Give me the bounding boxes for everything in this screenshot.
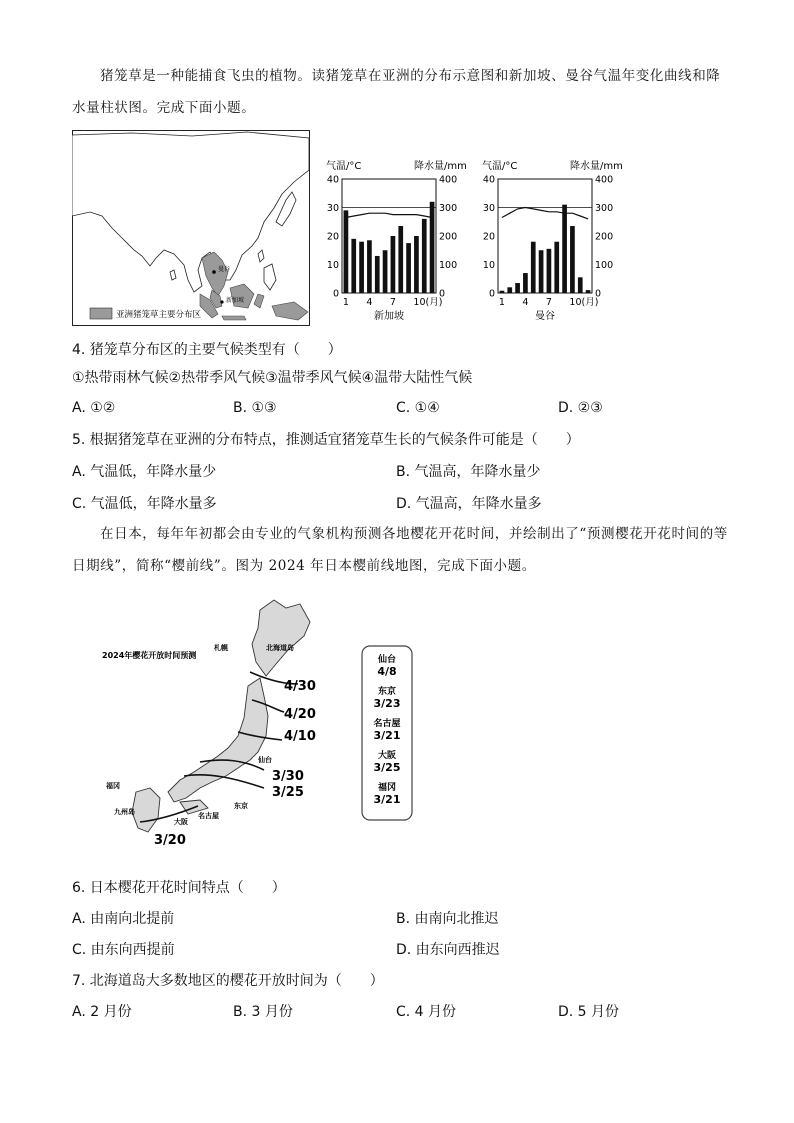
right-tick-label: 300 [439, 203, 458, 214]
right-tick-label: 200 [439, 231, 458, 243]
chart-title: 新加坡 [374, 311, 404, 322]
city-tokyo: 东京 [234, 802, 248, 810]
left-tick-label: 30 [482, 203, 495, 214]
honshu-island [168, 678, 268, 802]
legend-date: 4/8 [377, 665, 397, 678]
legend-city: 仙台 [377, 655, 397, 665]
city-sapporo: 札幌 [214, 644, 228, 652]
precip-bar-4 [523, 273, 528, 293]
q6-option-c[interactable]: C. 由东向西提前 [72, 942, 175, 958]
singapore-label: 新加坡 [226, 297, 245, 304]
ylabel-left: 气温/°C [482, 161, 518, 172]
bangkok-climate-chart [474, 155, 634, 330]
x-tick-label: 10(月) [413, 297, 443, 308]
precip-bar-11 [578, 277, 583, 293]
left-tick-label: 40 [326, 174, 339, 186]
q4-option-d[interactable]: D. ②③ [558, 400, 603, 416]
q5-option-d[interactable]: D. 气温高，年降水量多 [396, 496, 542, 512]
precip-bar-6 [383, 250, 388, 293]
island-hokkaido: 北海道岛 [266, 644, 294, 652]
singapore-marker [220, 300, 223, 303]
plot-frame [342, 179, 436, 293]
precip-bar-2 [351, 239, 356, 293]
q6-option-b[interactable]: B. 由南向北推迟 [396, 911, 499, 927]
left-tick-label: 30 [326, 203, 339, 214]
legend-label: 亚洲猪笼草主要分布区 [116, 310, 202, 320]
precip-bar-7 [547, 249, 552, 293]
isoline-label-4-10: 4/10 [284, 729, 316, 744]
left-tick-label: 20 [482, 231, 495, 243]
asia-distribution-map [72, 130, 310, 326]
legend-date: 3/21 [373, 793, 401, 806]
precip-bar-2 [507, 287, 512, 293]
precip-bar-1 [500, 291, 505, 293]
q7-option-b[interactable]: B. 3 月份 [233, 1004, 293, 1020]
x-tick-label: 7 [389, 297, 396, 308]
precip-bar-4 [367, 240, 372, 293]
precip-bar-6 [539, 250, 544, 293]
isoline-label-3-30: 3/30 [272, 769, 304, 784]
hokkaido-island [252, 600, 310, 676]
ylabel-left: 气温/°C [326, 161, 362, 172]
passage1-line2: 水量柱状图。完成下面小题。 [72, 100, 256, 116]
isoline-label-4-30: 4/30 [284, 679, 316, 694]
left-tick-label: 40 [482, 174, 495, 186]
q5-option-a[interactable]: A. 气温低，年降水量少 [72, 464, 217, 480]
q4-option-a[interactable]: A. ①② [72, 400, 116, 416]
precip-bar-5 [375, 256, 380, 293]
precip-bar-7 [391, 236, 396, 293]
precip-bar-8 [398, 226, 403, 293]
right-tick-label: 400 [439, 174, 458, 186]
x-tick-label: 7 [545, 297, 552, 308]
singapore-climate-chart [318, 155, 470, 330]
city-osaka: 大阪 [174, 818, 188, 826]
legend-city: 福冈 [377, 783, 397, 793]
left-tick-label: 0 [488, 288, 495, 300]
bangkok-label: 曼谷 [218, 266, 231, 273]
precip-bar-10 [414, 236, 419, 293]
passage2-line1: 在日本，每年年初都会由专业的气象机构预测各地樱花开花时间，并绘制出了“预测樱花开花时间的等 [100, 526, 728, 542]
right-tick-label: 0 [439, 288, 446, 300]
right-tick-label: 200 [595, 231, 614, 243]
precip-bar-9 [406, 243, 411, 293]
japan-sakura-map [88, 592, 420, 864]
x-tick-label: 1 [498, 297, 505, 308]
q7-option-d[interactable]: D. 5 月份 [558, 1004, 620, 1020]
precip-bar-5 [531, 242, 536, 293]
legend-date: 3/25 [373, 761, 401, 774]
city-nagoya: 名古屋 [198, 812, 219, 820]
legend-swatch [90, 308, 112, 319]
map-title: 2024年樱花开放时间预测 [102, 651, 197, 660]
passage2-line2: 日期线”，简称“樱前线”。图为 2024 年日本樱前线地图，完成下面小题。 [72, 558, 536, 574]
precip-bar-1 [344, 210, 349, 293]
precip-bar-8 [554, 242, 559, 293]
legend-city: 东京 [377, 687, 397, 697]
left-tick-label: 0 [332, 288, 339, 300]
right-tick-label: 400 [595, 174, 614, 186]
legend-city: 大阪 [377, 751, 397, 761]
bangkok-marker [212, 270, 216, 274]
precip-bar-10 [570, 226, 575, 293]
q5-option-c[interactable]: C. 气温低，年降水量多 [72, 496, 217, 512]
x-tick-label: 1 [342, 297, 349, 308]
right-tick-label: 300 [595, 203, 614, 214]
q5-stem: 5. 根据猪笼草在亚洲的分布特点，推测适宜猪笼草生长的气候条件可能是（ ） [72, 432, 580, 448]
legend-city: 名古屋 [373, 719, 401, 729]
right-tick-label: 100 [439, 260, 458, 271]
q4-stem: 4. 猪笼草分布区的主要气候类型有（ ） [72, 342, 342, 358]
q6-stem: 6. 日本樱花开花时间特点（ ） [72, 880, 286, 896]
city-fukuoka: 福冈 [106, 782, 120, 790]
island-kyushu: 九州岛 [114, 808, 135, 816]
legend-date: 3/23 [373, 697, 401, 710]
isoline-label-4-20: 4/20 [284, 707, 316, 722]
precip-bar-9 [562, 205, 567, 293]
left-tick-label: 10 [326, 260, 339, 271]
precip-bar-11 [422, 219, 427, 293]
x-tick-label: 10(月) [569, 297, 599, 308]
q5-option-b[interactable]: B. 气温高，年降水量少 [396, 464, 541, 480]
distribution-region-java [222, 316, 246, 320]
q4-items: ①热带雨林气候②热带季风气候③温带季风气候④温带大陆性气候 [72, 370, 473, 386]
precip-bar-3 [359, 242, 364, 293]
isoline-label-3-20: 3/20 [154, 833, 186, 848]
temperature-line [502, 208, 588, 219]
q4-option-b[interactable]: B. ①③ [233, 400, 277, 416]
ylabel-right: 降水量/mm [570, 161, 623, 172]
city-sendai: 仙台 [258, 756, 272, 764]
q7-stem: 7. 北海道岛大多数地区的樱花开放时间为（ ） [72, 973, 384, 989]
right-tick-label: 0 [595, 288, 602, 300]
precip-bar-3 [515, 283, 520, 293]
temperature-line [346, 213, 432, 217]
ylabel-right: 降水量/mm [414, 161, 467, 172]
precip-bar-12 [430, 202, 435, 293]
q7-option-c[interactable]: C. 4 月份 [396, 1004, 457, 1020]
left-tick-label: 20 [326, 231, 339, 243]
passage1-line1: 猪笼草是一种能捕食飞虫的植物。读猪笼草在亚洲的分布示意图和新加坡、曼谷气温年变化曲线和降 [100, 68, 721, 84]
right-tick-label: 100 [595, 260, 614, 271]
q7-option-a[interactable]: A. 2 月份 [72, 1004, 132, 1020]
kyushu-island [132, 788, 160, 832]
x-tick-label: 4 [522, 297, 529, 308]
isoline-label-3-25: 3/25 [272, 785, 304, 800]
x-tick-label: 4 [366, 297, 373, 308]
chart-title: 曼谷 [535, 311, 555, 322]
q4-option-c[interactable]: C. ①④ [396, 400, 440, 416]
q6-option-a[interactable]: A. 由南向北提前 [72, 911, 175, 927]
precip-bar-12 [586, 290, 591, 293]
left-tick-label: 10 [482, 260, 495, 271]
legend-date: 3/21 [373, 729, 401, 742]
plot-frame [498, 179, 592, 293]
q6-option-d[interactable]: D. 由东向西推迟 [396, 942, 500, 958]
